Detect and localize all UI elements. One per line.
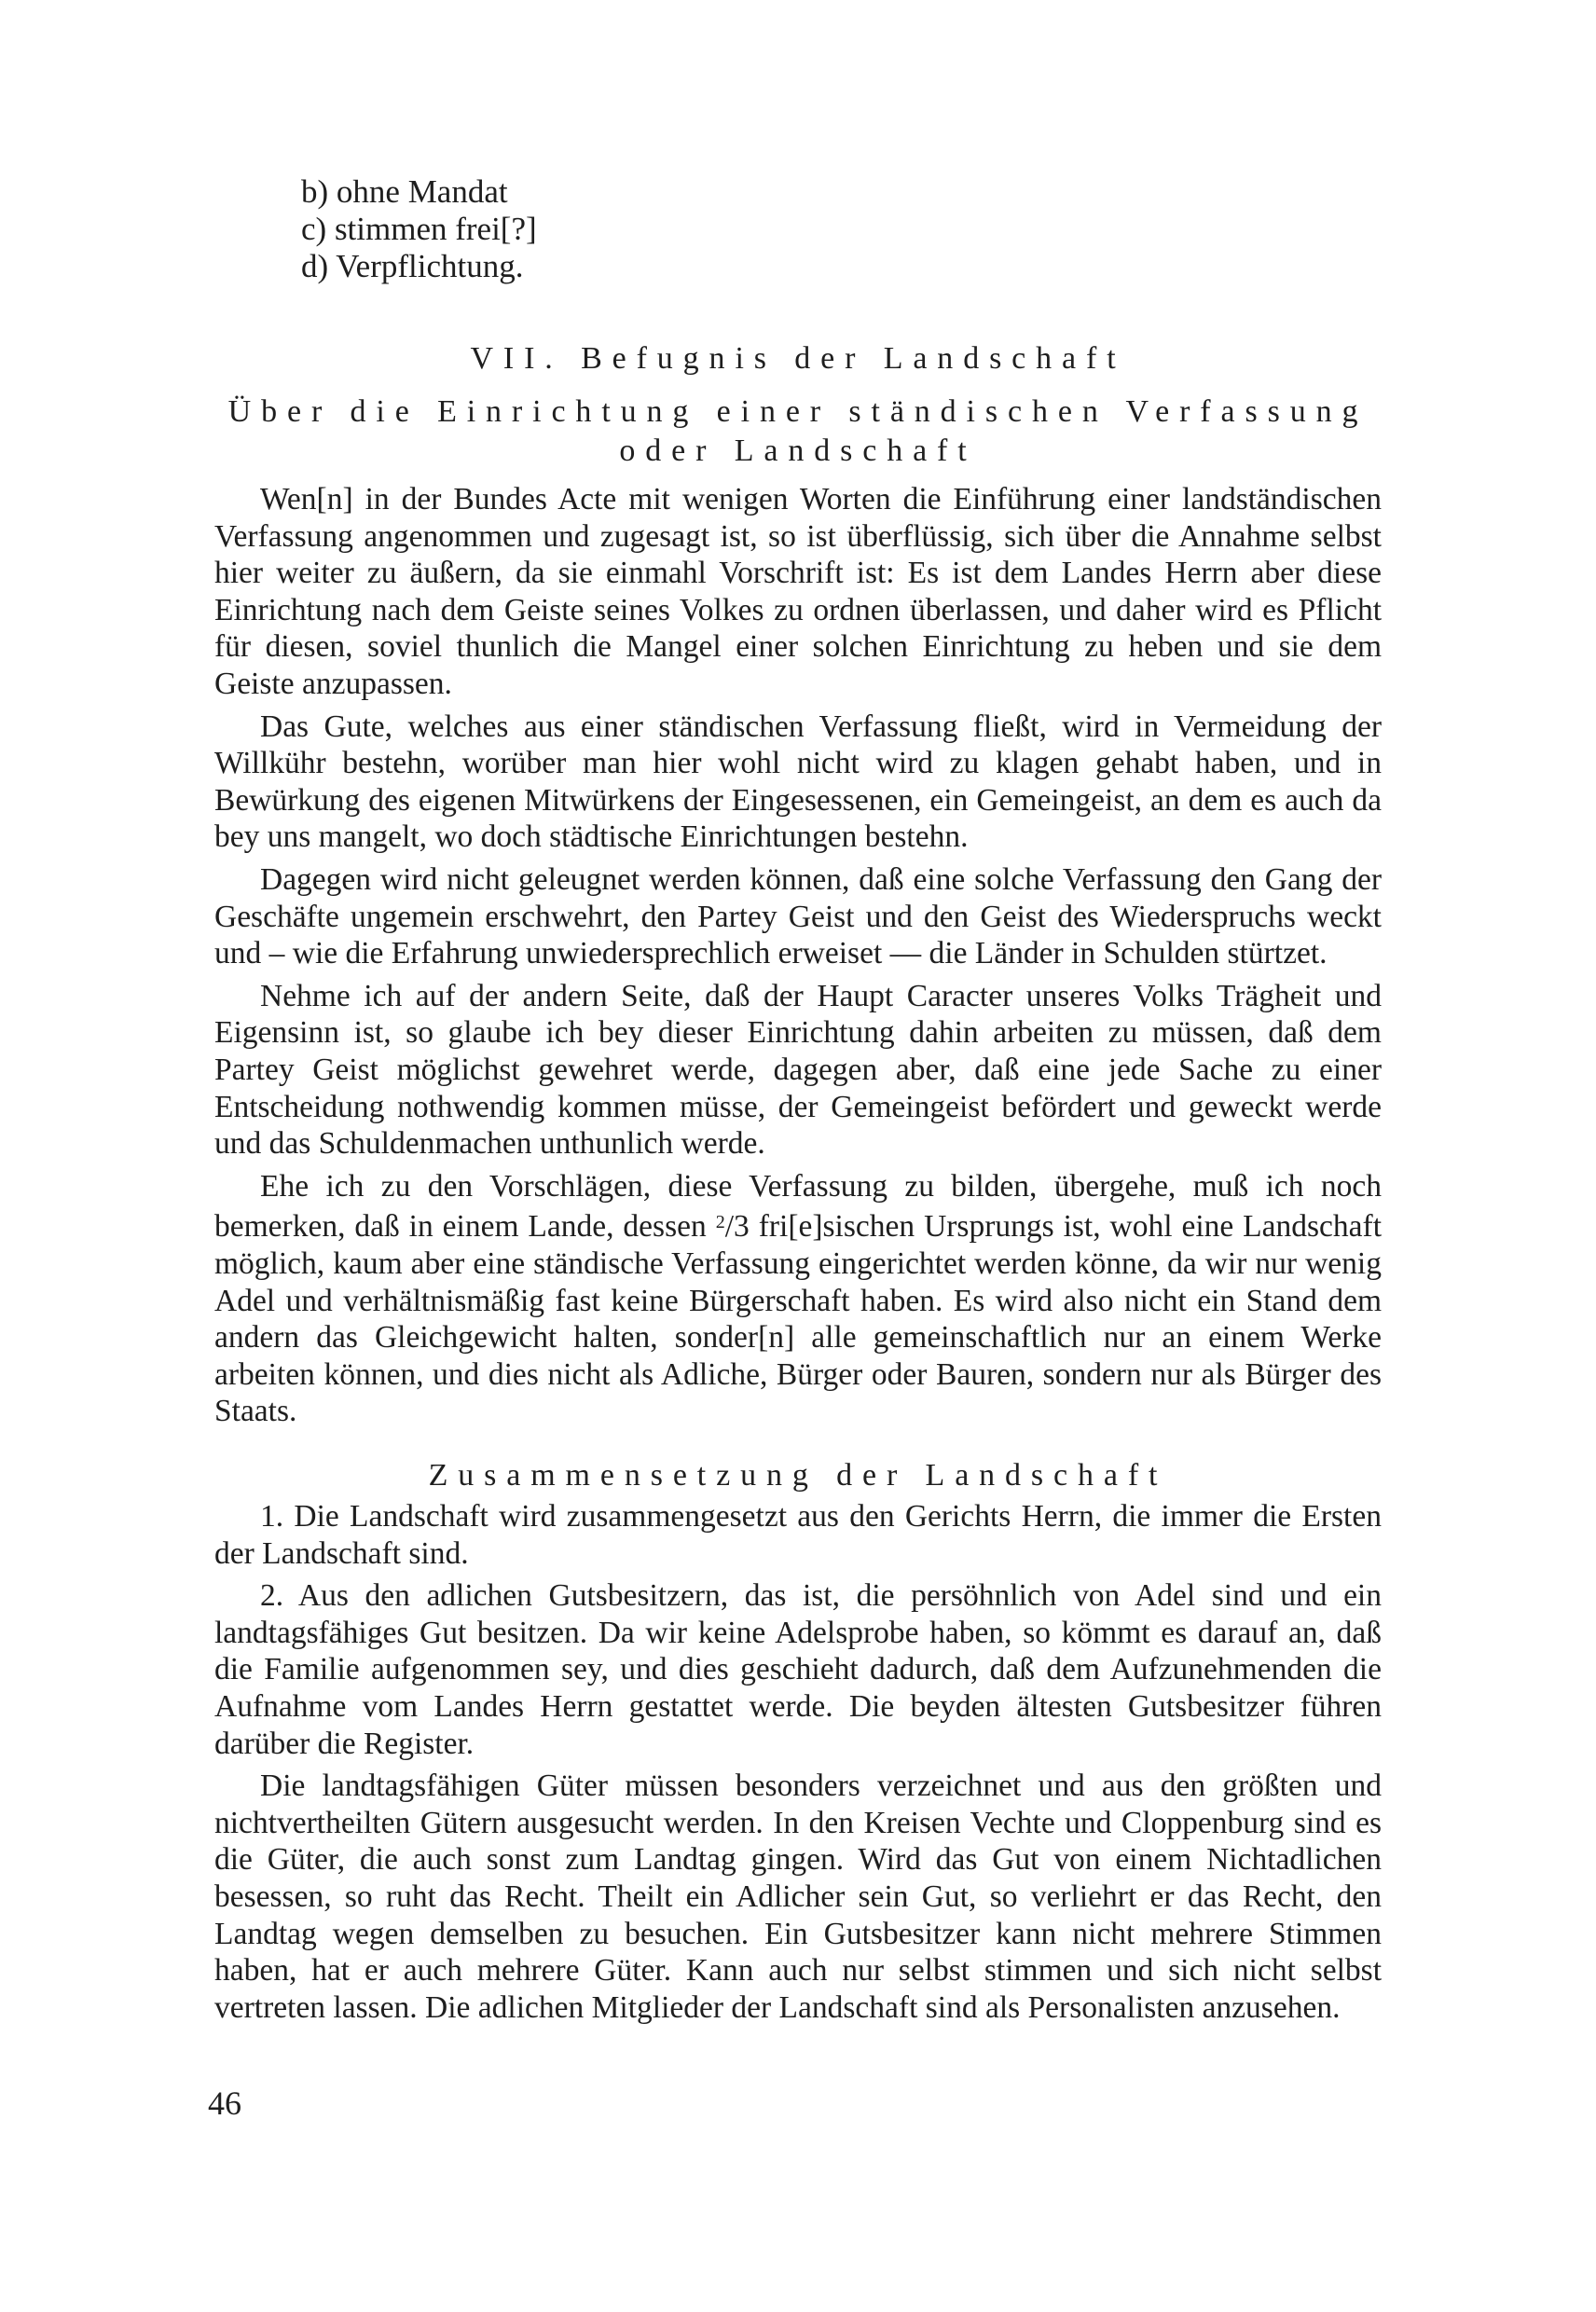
paragraph-with-fraction [214,1168,1382,1430]
page-number: 46 [208,2085,241,2122]
section-subtitle-line-1: Über die Einrichtung einer ständischen Verfassung [227,394,1369,429]
paragraph: 2. Aus den adlichen Gutsbesitzern, das ist, die persöhnlich von Adel sind und ein landtagsfähiges Gut besitzen. Da wir keine Adelsprobe haben, so kömmt es darauf an, daß die Familie aufgenommen sey, und dies geschieht dadurch, daß dem Aufzunehmenden die Aufnahme vom Landes Herrn gestattet werde. Die beyden ältesten Gutsbesitzer führen darüber die Register. [214,1578,1382,1761]
list-item: b) ohne Mandat [301,173,508,210]
fraction-numerator: 2 [715,1212,725,1233]
paragraph: Wen[n] in der Bundes Acte mit wenigen Worten die Einführung einer landständischen Verfassung angenommen und zugesagt ist, so ist überflüssig, sich über die Annahme selbst hier weiter zu äußern, da sie einmahl Vorschrift ist: Es ist dem Landes Herrn aber diese Einrichtung nach dem Geiste seines Volkes zu ordnen überlassen, und daher wird es Pflicht für diesen, soviel thunlich die Mangel einer solchen Einrichtung zu heben und sie dem Geiste anzupassen. [214,482,1382,701]
list-item: c) stimmen frei[?] [301,211,537,247]
composition-heading: Zusammensetzung der Landschaft [428,1458,1168,1493]
paragraph: Die landtagsfähigen Güter müssen besonders verzeichnet und aus den größten und nichtvertheilten Gütern ausgesucht werden. In den Kreisen Vechte und Cloppenburg sind es die Güter, die auch sonst zum Landtag gingen. Wird das Gut von einem Nichtadlichen besessen, so ruht das Recht. Theilt ein Adlicher sein Gut, so verliehrt er das Recht, den Landtag wegen demselben zu besuchen. Ein Gutsbesitzer kann nicht mehrere Stimmen haben, hat er auch mehrere Güter. Kann auch nur selbst stimmen und sich nicht selbst vertreten lassen. Die adlichen Mitglieder der Landschaft sind als Personalisten anzusehen. [214,1768,1382,2025]
paragraph-text: fri[e]sischen Ursprungs ist, wohl eine Landschaft möglich, kaum aber eine ständische Verfassung eingerichtet werden könne, da wir nur wenig Adel und verhältnismäßig fast keine Bürgerschaft haben. Es wird also nicht ein Stand dem andern das Gleichgewicht halten, sonder[n] alle gemeinschaftlich nur an einem Werke arbeiten können, und dies nicht als Adliche, Bürger oder Bauren, sondern nur als Bürger des Staats. [214,1209,1382,1429]
enumerated-list [301,173,1327,285]
paragraph: Nehme ich auf der andern Seite, daß der Haupt Caracter unseres Volks Trägheit und Eigensinn ist, so glaube ich bey dieser Einrichtung dahin arbeiten zu müssen, daß dem Partey Geist möglichst gewehret werde, dagegen aber, daß eine jede Sache zu einer Entscheidung nothwendig kommen müsse, der Gemeingeist befördert und geweckt werde und das Schuldenmachen unthunlich werde. [214,978,1382,1162]
paragraph-text: Ehe ich zu den Vorschlägen, diese Verfassung zu bilden, übergehe, muß ich noch bemerken, daß in einem Lande, dessen [214,1168,1382,1245]
fraction-denominator: /3 [724,1209,750,1245]
paragraph: 1. Die Landschaft wird zusammengesetzt aus den Gerichts Herrn, die immer die Ersten der Landschaft sind. [214,1499,1382,1571]
section-subtitle-line-2: oder Landschaft [619,434,977,468]
composition-text-block [214,1498,1382,2026]
list-item: d) Verpflichtung. [301,248,524,284]
section-heading: VII. Befugnis der Landschaft [470,341,1126,376]
paragraph: Das Gute, welches aus einer ständischen Verfassung fließt, wird in Vermeidung der Willkühr bestehn, worüber man hier wohl nicht wird zu klagen gehabt haben, und in Bewürkung des eigenen Mitwürkens der Eingesessenen, ein Gemeingeist, an dem es auch da bey uns mangelt, wo doch städtische Einrichtungen bestehn. [214,709,1382,855]
paragraph: Dagegen wird nicht geleugnet werden können, daß eine solche Verfassung den Gang der Geschäfte ungemein erschwehrt, den Partey Geist und den Geist des Wiederspruchs weckt und – wie die Erfahrung unwiedersprechlich erweiset — die Länder in Schulden stürtzet. [214,861,1382,971]
body-text-block [214,481,1382,1430]
